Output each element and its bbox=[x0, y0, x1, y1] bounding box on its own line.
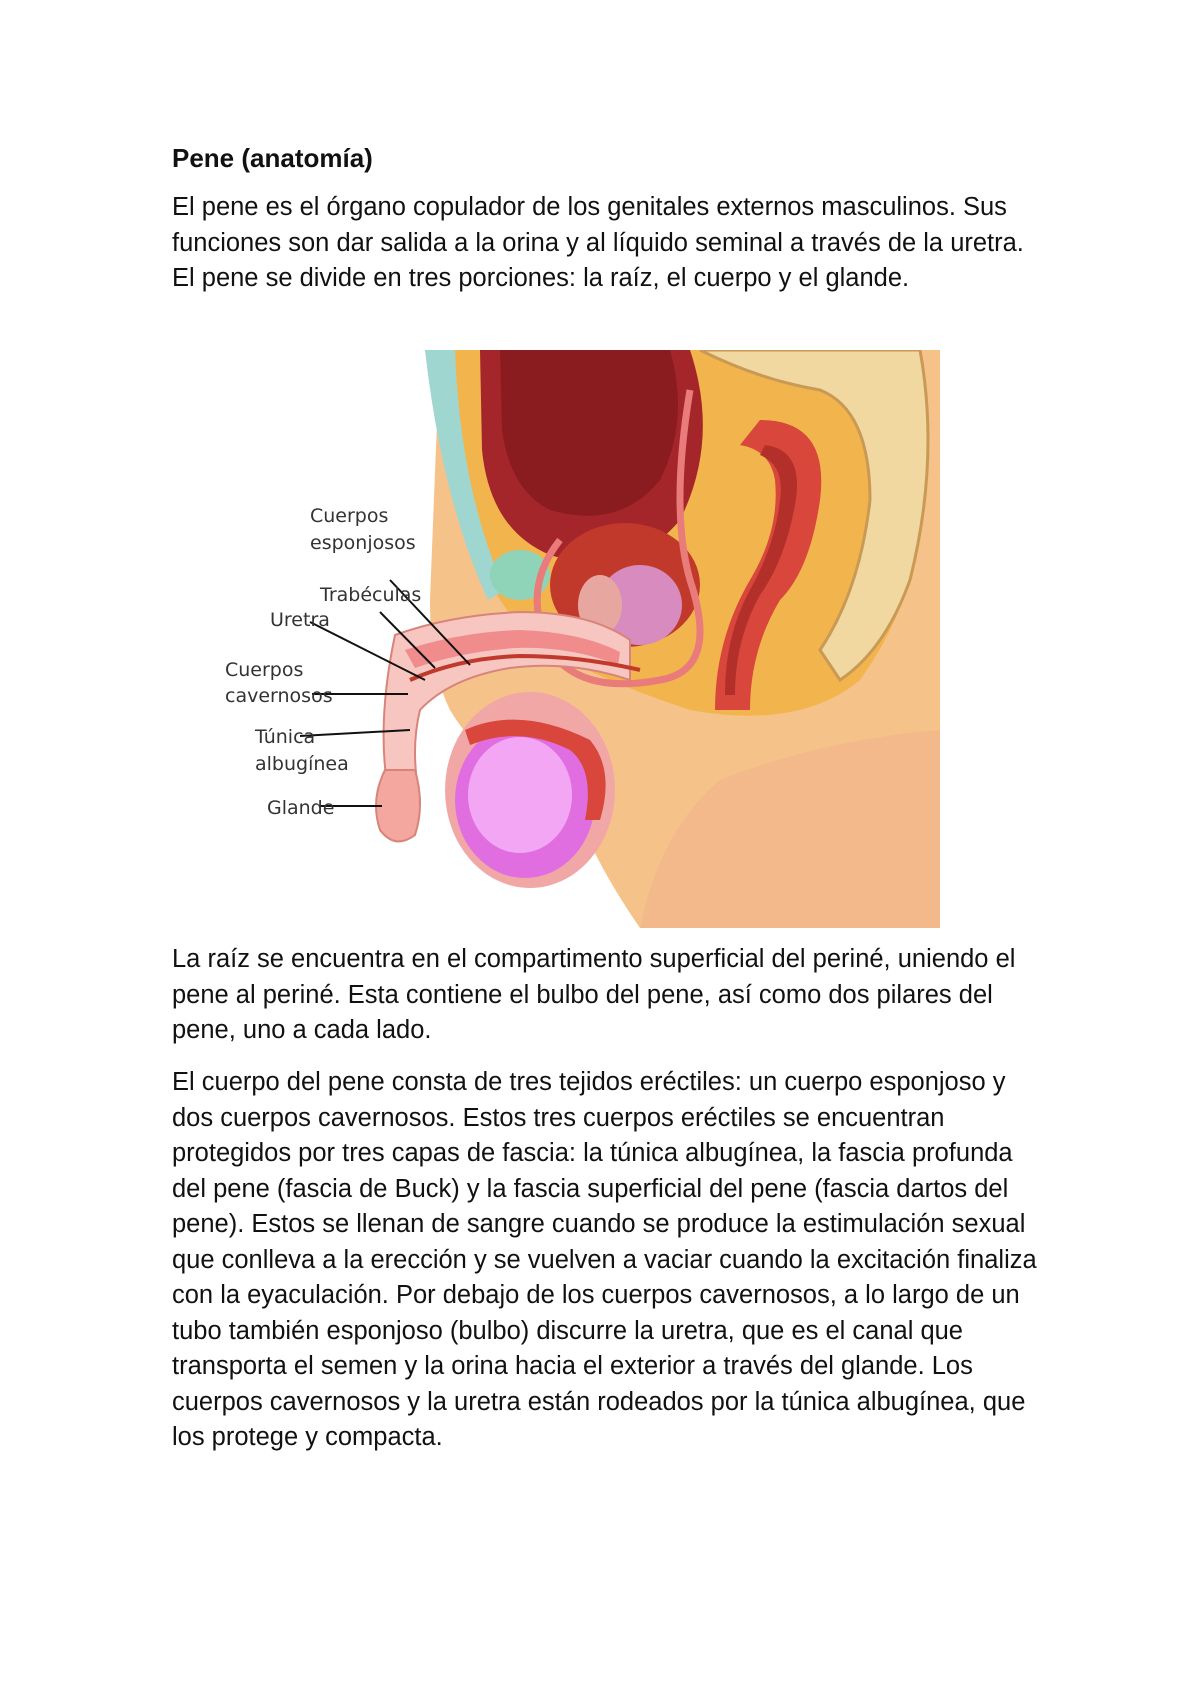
label-cuerpos-cavernosos-2: cavernosos bbox=[225, 685, 333, 707]
label-cuerpos-esponjosos-1: Cuerpos bbox=[310, 505, 389, 527]
glans bbox=[376, 770, 420, 841]
label-tunica-1: Túnica bbox=[255, 726, 316, 748]
label-trabeculas: Trabéculas bbox=[320, 584, 422, 606]
label-glande: Glande bbox=[267, 797, 335, 819]
page-title: Pene (anatomía) bbox=[172, 143, 373, 173]
root-paragraph: La raíz se encuentra en el compartimento superficial del periné, uniendo el pene al periné. Esta contiene el bulbo del pene, así como dos pilares del pene, uno a cada lado. bbox=[172, 945, 1016, 1044]
label-uretra: Uretra bbox=[270, 609, 330, 631]
body-paragraph: El cuerpo del pene consta de tres tejidos eréctiles: un cuerpo esponjoso y dos cuerpos cavernosos. Estos tres cuerpos eréctiles se encuentran protegidos por tres capas de fascia: la túnica albugínea, la fascia profunda del pene (fascia de Buck) y la fascia superficial del pene (fascia dartos del pene). Estos se llenan de sangre cuando se produce la estimulación sexual que conlleva a la erección y se vuelven a vaciar cuando la excitación finaliza con la eyaculación. Por debajo de los cuerpos cavernosos, a lo largo de un tubo también esponjoso (bulbo) discurre la uretra, que es el canal que transporta el semen y la orina hacia el exterior a través del glande. Los cuerpos cavernosos y la uretra están rodeados por la túnica albugínea, que los protege y compacta. bbox=[172, 1068, 1037, 1451]
label-cuerpos-esponjosos-2: esponjosos bbox=[310, 532, 416, 554]
label-cuerpos-cavernosos-1: Cuerpos bbox=[225, 659, 304, 681]
anatomy-svg bbox=[220, 350, 940, 928]
intro-paragraph: El pene es el órgano copulador de los genitales externos masculinos. Sus funciones son dar salida a la orina y al líquido seminal a través de la uretra. El pene se divide en tres porciones: la raíz, el cuerpo y el glande. bbox=[172, 193, 1024, 292]
testis-highlight bbox=[468, 737, 572, 853]
label-tunica-2: albugínea bbox=[255, 753, 349, 775]
anatomy-illustration bbox=[220, 350, 940, 928]
